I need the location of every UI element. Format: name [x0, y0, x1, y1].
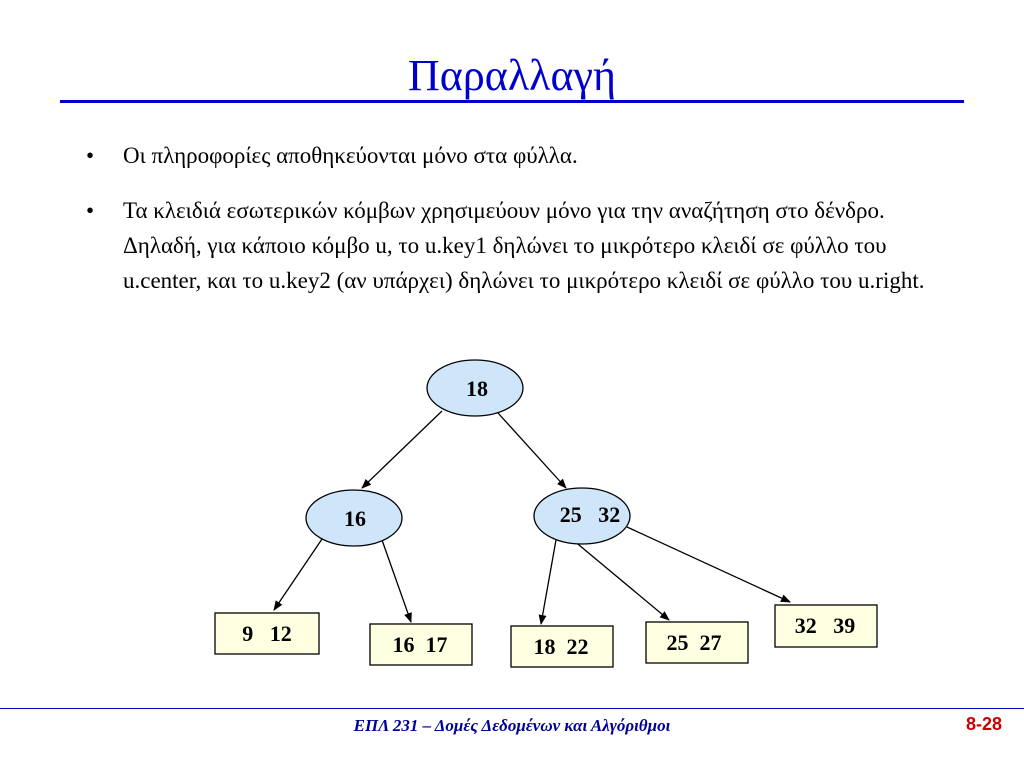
bullet-marker: •	[86, 143, 95, 168]
footer-course: ΕΠΛ 231 – Δομές Δεδομένων και Αλγόριθμοι	[353, 716, 671, 735]
edge-right-leaf5	[627, 527, 790, 602]
bullet-text: Τα κλειδιά εσωτερικών κόμβων χρησιμεύουν μόνο για την αναζήτηση στο δένδρο. Δηλαδή, για κάποιο κόμβο u, το u.key1 δηλώνει το μικρότερο κλειδί σε φύλλο του u.center, και το u.key2 (αν υπάρχει) δηλώνει το μικρότερο κλειδί σε φύλλο του u.right.	[123, 198, 925, 293]
leaf-node-3-label: 18 22	[533, 634, 589, 659]
edge-root-right	[498, 413, 566, 488]
edge-left-leaf2	[382, 540, 411, 622]
edge-right-leaf4	[573, 540, 669, 620]
page-number: 8-28	[965, 714, 1002, 734]
right-internal-node-label: 25 32	[559, 502, 621, 527]
bullet-marker: •	[86, 198, 95, 223]
edge-root-left	[362, 411, 442, 488]
slide-title: Παραλλαγή	[407, 51, 616, 100]
bullet-text: Οι πληροφορίες αποθηκεύονται μόνο στα φύλλα.	[123, 143, 578, 168]
leaf-node-2-label: 16 17	[392, 632, 448, 657]
leaf-node-5-label: 32 39	[794, 613, 856, 638]
root-node-label: 18	[466, 376, 488, 401]
edge-left-leaf1	[274, 539, 322, 610]
left-internal-node-label: 16	[344, 506, 366, 531]
footer-rule	[0, 708, 1024, 709]
leaf-node-4-label: 25 27	[666, 630, 722, 655]
edge-right-leaf3	[541, 540, 556, 624]
leaf-node-1-label: 9 12	[242, 621, 292, 646]
